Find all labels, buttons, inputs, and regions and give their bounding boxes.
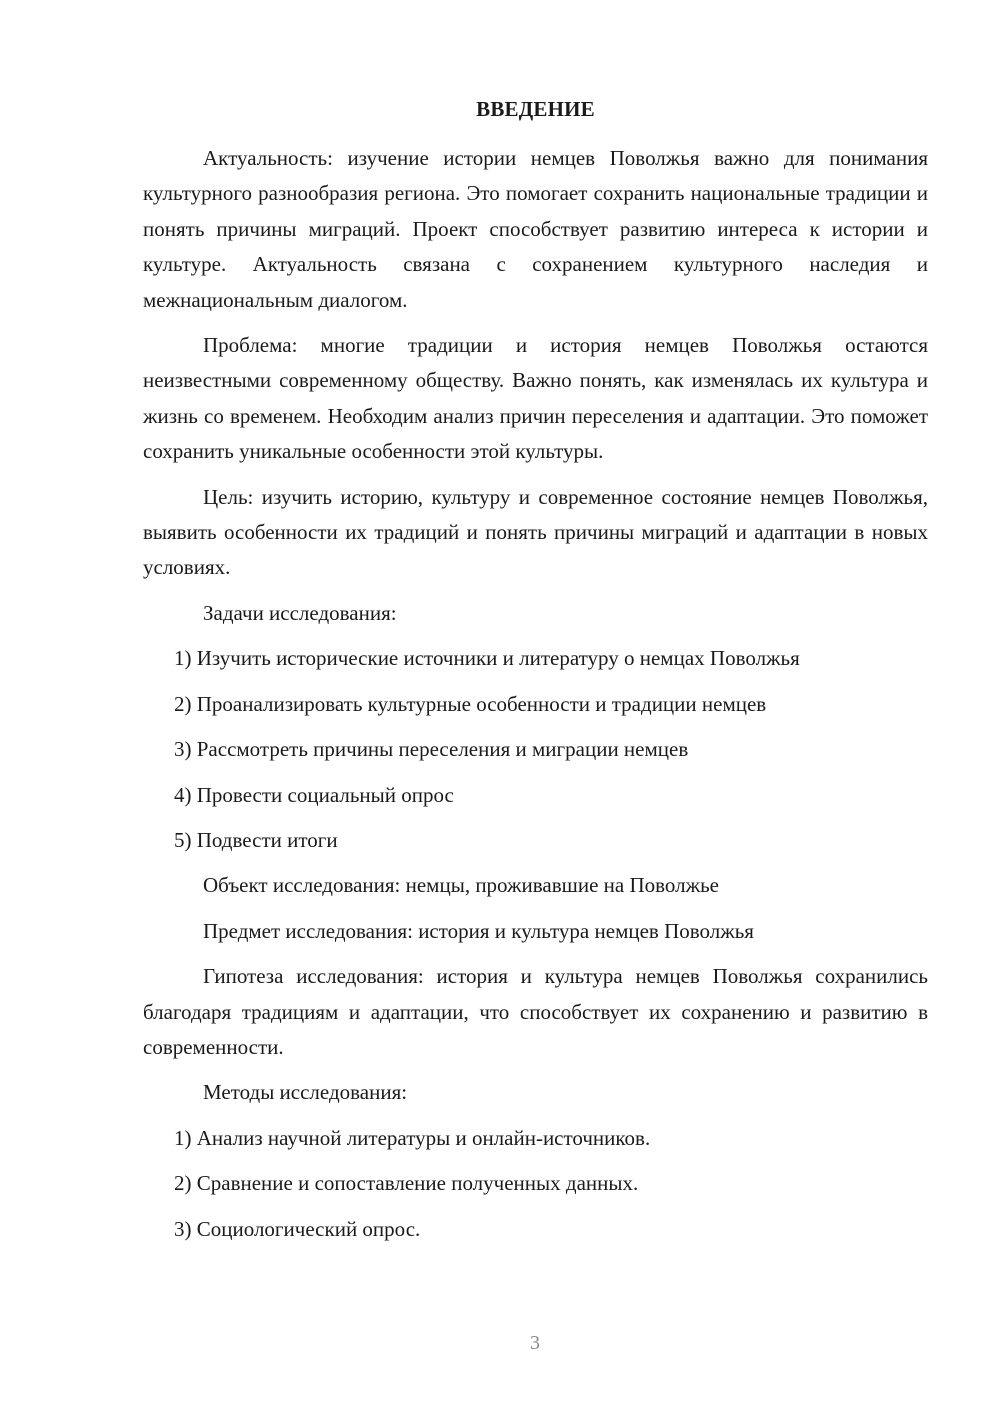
tasks-list: [143, 641, 928, 858]
methods-list: [143, 1121, 928, 1247]
tasks-heading: Задачи исследования:: [203, 600, 397, 625]
methods-heading: Методы исследования:: [203, 1080, 408, 1105]
list-item: 1) Изучить исторические источники и литературу о немцах Поволжья: [174, 646, 800, 671]
problem-paragraph: Проблема: многие традиции и история немцев Поволжья остаются неизвестными современному обществу. Важно понять, как изменялась их культура и жизнь со временем. Необходим анализ причин переселения и адаптации. Это поможет сохранить уникальные особенности этой культуры.: [143, 333, 928, 464]
object-paragraph: Объект исследования: немцы, проживавшие на Поволжье: [203, 873, 719, 898]
list-item: 2) Проанализировать культурные особенности и традиции немцев: [174, 691, 767, 716]
document-page: [143, 92, 928, 1257]
list-item: 3) Социологический опрос.: [174, 1216, 421, 1241]
list-item: 1) Анализ научной литературы и онлайн-источников.: [174, 1125, 651, 1150]
relevance-paragraph: Актуальность: изучение истории немцев Поволжья важно для понимания культурного разнообразия региона. Это помогает сохранить национальные традиции и понять причины миграций. Проект способствует развитию интереса к истории и культуре. Актуальность связана с сохранением культурного наследия и межнациональным диалогом.: [143, 146, 928, 312]
list-item: 2) Сравнение и сопоставление полученных данных.: [174, 1171, 639, 1196]
list-item: 3) Рассмотреть причины переселения и миграции немцев: [174, 737, 689, 762]
subject-paragraph: Предмет исследования: история и культура немцев Поволжья: [203, 918, 754, 943]
list-item: 4) Провести социальный опрос: [174, 782, 454, 807]
list-item: 5) Подвести итоги: [174, 827, 338, 852]
page-number: 3: [530, 1332, 540, 1354]
hypothesis-paragraph: Гипотеза исследования: история и культура немцев Поволжья сохранились благодаря традициям и адаптации, что способствует их сохранению и развитию в современности.: [143, 964, 928, 1059]
goal-paragraph: Цель: изучить историю, культуру и современное состояние немцев Поволжья, выявить особенности их традиций и понять причины миграций и адаптации в новых условиях.: [143, 484, 928, 580]
section-title: ВВЕДЕНИЕ: [476, 97, 595, 121]
